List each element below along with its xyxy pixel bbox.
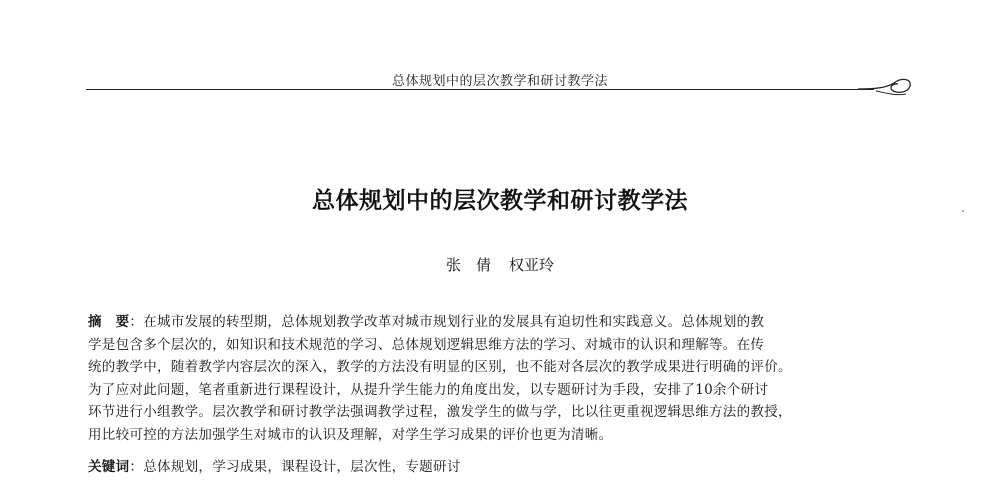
abstract-separator: ： — [129, 314, 144, 330]
author-list — [0, 254, 1000, 275]
running-header-title: 总体规划中的层次教学和研讨教学法 — [391, 74, 608, 89]
abstract-line: 为了应对此问题，笔者重新进行课程设计，从提升学生能力的角度出发，以专题研讨为手段，安排了10余个研讨 — [88, 381, 769, 398]
abstract-text: 在城市发展的转型期，总体规划教学改革对城市规划行业的发展具有迫切性和实践意义。总体规划的教 — [143, 314, 765, 330]
keywords-label: 关键词 — [88, 459, 130, 475]
abstract-line: 学是包含多个层次的，如知识和技术规范的学习、总体规划逻辑思维方法的学习、对城市的认识和理解等。在传 — [88, 336, 765, 353]
running-header — [0, 62, 1000, 112]
scan-speck — [962, 210, 964, 212]
abstract-line: 统的教学中，随着教学内容层次的深入，教学的方法没有明显的区别，也不能对各层次的教学成果进行明确的评价。 — [88, 359, 792, 376]
paper-title: 总体规划中的层次教学和研讨教学法 — [312, 188, 688, 214]
header-rule — [86, 89, 874, 90]
keywords-text: 总体规划，学习成果，课程设计，层次性，专题研讨 — [143, 459, 461, 475]
abstract-line — [88, 311, 912, 334]
abstract-line: 环节进行小组教学。层次教学和研讨教学法强调教学过程，激发学生的做与学，比以往更重视逻辑思维方法的教授， — [88, 404, 792, 421]
abstract-line: 用比较可控的方法加强学生对城市的认识及理解，对学生学习成果的评价也更为清晰。 — [88, 426, 613, 443]
author-name: 张 倩 — [445, 256, 491, 274]
abstract — [88, 311, 912, 447]
keywords — [88, 456, 912, 478]
abstract-label: 摘 要 — [88, 314, 130, 330]
ornamental-curl-icon — [856, 74, 916, 102]
author-name: 权亚玲 — [509, 256, 555, 274]
keywords-separator: ： — [129, 459, 144, 475]
